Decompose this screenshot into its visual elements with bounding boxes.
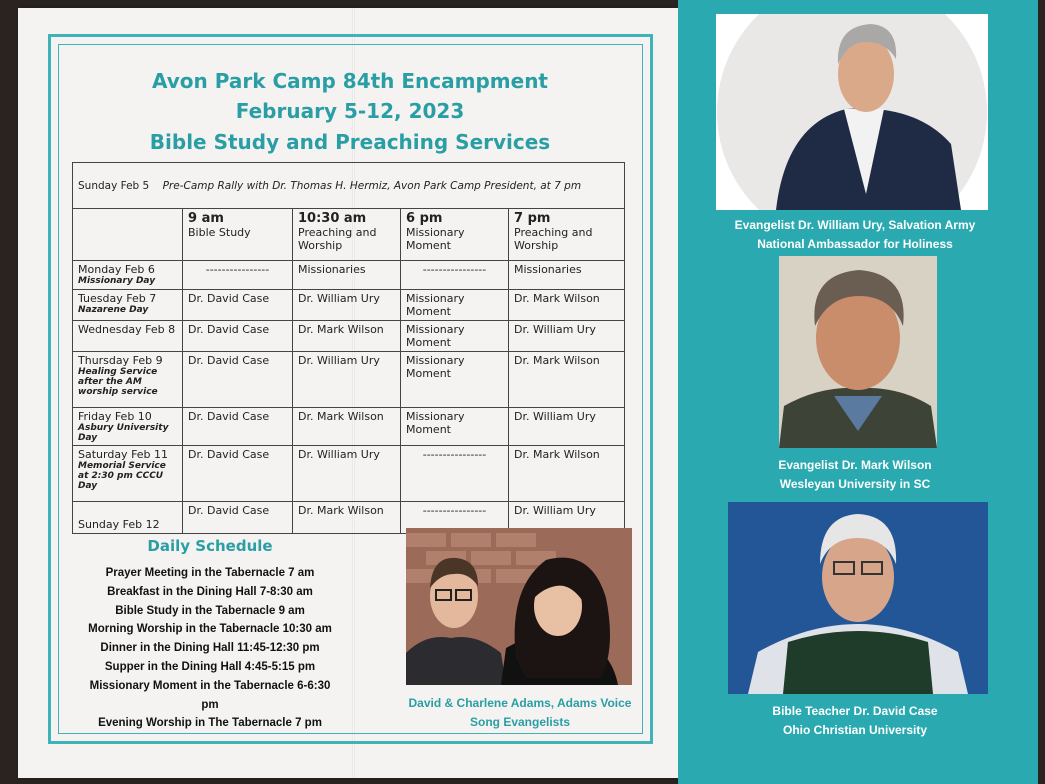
session-cell: Dr. William Ury — [509, 321, 625, 352]
case-photo — [728, 502, 988, 694]
adams-caption: David & Charlene Adams, Adams Voice Song Evangelists — [408, 696, 632, 729]
session-cell: Dr. Mark Wilson — [509, 446, 625, 502]
list-item: Bible Study in the Tabernacle 9 am — [115, 604, 305, 617]
session-cell: Dr. William Ury — [293, 446, 401, 502]
day-cell: Monday Feb 6 Missionary Day — [73, 261, 183, 290]
session-cell: Dr. Mark Wilson — [509, 352, 625, 408]
session-cell: Missionary Moment — [401, 408, 509, 446]
table-row — [73, 321, 625, 352]
session-cell: Dr. David Case — [183, 446, 293, 502]
session-cell: Dr. David Case — [183, 321, 293, 352]
session-cell: Dr. David Case — [183, 290, 293, 321]
col-header-1: 10:30 am Preaching and Worship — [293, 209, 401, 261]
pre-camp-row — [73, 163, 625, 209]
session-cell: Dr. William Ury — [293, 352, 401, 408]
pre-camp-day: Sunday Feb 5 — [78, 179, 150, 192]
list-item: Evening Worship in The Tabernacle 7 pm — [98, 717, 322, 730]
pre-camp-text: Pre-Camp Rally with Dr. Thomas H. Hermiz, Avon Park Camp President, at 7 pm — [162, 179, 582, 192]
list-item: Dinner in the Dining Hall 11:45-12:30 pm — [100, 642, 320, 655]
daily-schedule-title: Daily Schedule — [147, 537, 273, 555]
day-cell: Wednesday Feb 8 — [73, 321, 183, 352]
col-header-0: 9 am Bible Study — [183, 209, 293, 261]
table-row — [73, 446, 625, 502]
day-cell: Sunday Feb 12 — [73, 502, 183, 534]
session-cell: Missionaries — [293, 261, 401, 290]
list-item: Supper in the Dining Hall 4:45-5:15 pm — [104, 660, 316, 673]
wilson-caption: Evangelist Dr. Mark Wilson Wesleyan University in SC — [778, 458, 932, 491]
session-cell: Dr. William Ury — [509, 408, 625, 446]
day-cell: Thursday Feb 9 Healing Service after the AM worship service — [73, 352, 183, 408]
ury-photo — [716, 14, 988, 210]
ury-caption: Evangelist Dr. William Ury, Salvation Army National Ambassador for Holiness — [734, 218, 976, 251]
session-cell: Dr. William Ury — [509, 502, 625, 534]
list-item: Prayer Meeting in the Tabernacle 7 am — [105, 567, 315, 579]
session-cell: ---------------- — [401, 446, 509, 502]
session-cell: Missionaries — [509, 261, 625, 290]
wilson-photo — [779, 256, 937, 448]
table-row — [73, 352, 625, 408]
table-row — [73, 290, 625, 321]
session-cell: Dr. David Case — [183, 502, 293, 534]
list-item: Missionary Moment in the Tabernacle 6-6:30 pm — [89, 679, 331, 711]
header-row — [73, 209, 625, 261]
adams-photo — [406, 528, 632, 685]
table-row — [73, 408, 625, 446]
session-cell: Dr. Mark Wilson — [293, 502, 401, 534]
session-cell: Dr. David Case — [183, 352, 293, 408]
session-cell: ---------------- — [183, 261, 293, 290]
session-cell: Dr. David Case — [183, 408, 293, 446]
day-cell: Friday Feb 10 Asbury University Day — [73, 408, 183, 446]
session-cell: Dr. Mark Wilson — [293, 321, 401, 352]
session-cell: ---------------- — [401, 502, 509, 534]
daily-schedule-list — [80, 564, 340, 733]
day-cell: Tuesday Feb 7 Nazarene Day — [73, 290, 183, 321]
case-caption: Bible Teacher Dr. David Case Ohio Christian University — [772, 704, 938, 737]
title-line-2: February 5-12, 2023 — [235, 99, 465, 123]
col-header-2: 6 pm Missionary Moment — [401, 209, 509, 261]
session-cell: Dr. Mark Wilson — [293, 408, 401, 446]
day-cell: Saturday Feb 11 Memorial Service at 2:30 pm CCCU Day — [73, 446, 183, 502]
session-cell: Missionary Moment — [401, 290, 509, 321]
session-cell: ---------------- — [401, 261, 509, 290]
list-item: Breakfast in the Dining Hall 7-8:30 am — [107, 585, 313, 598]
session-cell: Missionary Moment — [401, 352, 509, 408]
title-line-3: Bible Study and Preaching Services — [149, 130, 551, 154]
schedule-table — [72, 162, 625, 534]
table-row — [73, 261, 625, 290]
title-line-1: Avon Park Camp 84th Encampment — [152, 69, 548, 93]
session-cell: Dr. Mark Wilson — [509, 290, 625, 321]
col-header-3: 7 pm Preaching and Worship — [509, 209, 625, 261]
corner-cell — [73, 209, 183, 261]
session-cell: Dr. William Ury — [293, 290, 401, 321]
session-cell: Missionary Moment — [401, 321, 509, 352]
list-item: Morning Worship in the Tabernacle 10:30 am — [88, 623, 332, 636]
